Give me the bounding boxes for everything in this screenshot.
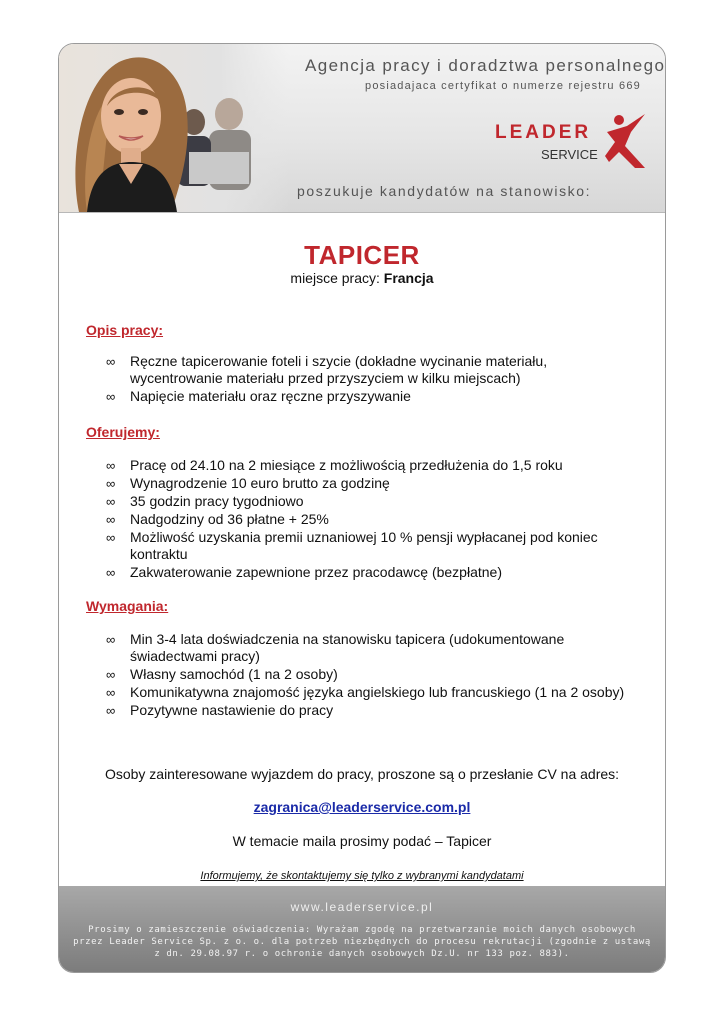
- contact-intro: Osoby zainteresowane wyjazdem do pracy, proszone są o przesłanie CV na adres:: [104, 766, 620, 782]
- job-offer-card: [58, 43, 666, 973]
- logo-word: LEADER: [495, 122, 592, 143]
- job-title: TAPICER: [304, 240, 420, 270]
- bullet-icon: ∞: [106, 512, 116, 527]
- consent-line: Prosimy o zamieszczenie oświadczenia: Wyrażam zgodę na przetwarzanie moich danych osobowych: [88, 925, 636, 935]
- section-heading-wymagania: Wymagania:: [86, 598, 169, 614]
- list-item: ∞ Pracę od 24.10 na 2 miesiące z możliwością przedłużenia do 1,5 roku: [106, 457, 563, 473]
- job-location-value: Francja: [383, 270, 434, 286]
- list-item: ∞ 35 godzin pracy tygodniowo: [106, 493, 304, 509]
- bullet-icon: ∞: [106, 476, 116, 491]
- section-heading-opis: Opis pracy:: [86, 322, 164, 338]
- contact-note: Informujemy, że skontaktujemy się tylko z wybranymi kandydatami: [200, 870, 524, 882]
- bullet-icon: ∞: [106, 703, 116, 718]
- contact-email-link[interactable]: zagranica@leaderservice.com.pl: [253, 799, 471, 815]
- website-url[interactable]: www.leaderservice.pl: [290, 900, 434, 914]
- logo-sub: SERVICE: [541, 147, 598, 162]
- runner-figure-icon: [605, 114, 645, 168]
- bullet-icon: ∞: [106, 494, 116, 509]
- list-item: ∞ Wynagrodzenie 10 euro brutto za godzinę: [106, 475, 390, 491]
- bullet-icon: ∞: [106, 685, 116, 700]
- email-subject-instruction: W temacie maila prosimy podać – Tapicer: [232, 833, 492, 849]
- list-item: ∞ Zakwaterowanie zapewnione przez pracodawcę (bezpłatne): [106, 564, 502, 580]
- contact-email-line: [59, 799, 665, 815]
- list-item: ∞ Komunikatywna znajomość języka angielskiego lub francuskiego (1 na 2 osoby): [106, 684, 625, 700]
- wymagania-list: [106, 631, 626, 720]
- bullet-icon: ∞: [106, 530, 116, 545]
- bullet-icon: ∞: [106, 354, 116, 369]
- opis-list: [106, 353, 626, 406]
- footer: [59, 886, 665, 972]
- bullet-icon: ∞: [106, 389, 116, 404]
- list-item: ∞ Pozytywne nastawienie do pracy: [106, 702, 334, 718]
- consent-line: z dn. 29.08.97 r. o ochronie danych osobowych Dz.U. nr 133 poz. 883).: [154, 949, 570, 959]
- contact-note-line: [59, 866, 665, 882]
- consent-statement: [65, 924, 659, 960]
- woman-photo: [59, 44, 289, 212]
- list-item: ∞ Napięcie materiału oraz ręczne przyszywanie: [106, 388, 411, 404]
- job-location: [59, 270, 665, 286]
- list-item: ∞ Min 3-4 lata doświadczenia na stanowisku tapicera (udokumentowane świadectwami pracy): [106, 631, 565, 664]
- seek-label: poszukuje kandydatów na stanowisko:: [297, 183, 592, 199]
- bullet-icon: ∞: [106, 632, 116, 647]
- list-item: ∞ Ręczne tapicerowanie foteli i szycie (dokładne wycinanie materiału, wycentrowanie materiału przed przyszyciem w kilku miejscach): [106, 353, 548, 386]
- list-item: ∞ Nadgodziny od 36 płatne + 25%: [106, 511, 329, 527]
- consent-line: przez Leader Service Sp. z o. o. dla potrzeb niezbędnych do procesu rekrutacji (zgodnie z ustawą: [73, 937, 651, 947]
- header-banner: [59, 44, 665, 213]
- list-item: ∞ Możliwość uzyskania premii uznaniowej 10 % pensji wypłacanej pod koniec kontraktu: [106, 529, 598, 562]
- bullet-icon: ∞: [106, 565, 116, 580]
- agency-certificate: posiadajaca certyfikat o numerze rejestru 669: [365, 80, 641, 92]
- oferujemy-list: [106, 457, 626, 582]
- list-item: ∞ Własny samochód (1 na 2 osoby): [106, 666, 338, 682]
- agency-title: Agencja pracy i doradztwa personalnego: [305, 56, 666, 75]
- bullet-icon: ∞: [106, 458, 116, 473]
- leader-service-logo: [495, 112, 655, 172]
- section-heading-oferujemy: Oferujemy:: [86, 424, 160, 440]
- job-location-label: miejsce pracy:: [290, 270, 380, 286]
- bullet-icon: ∞: [106, 667, 116, 682]
